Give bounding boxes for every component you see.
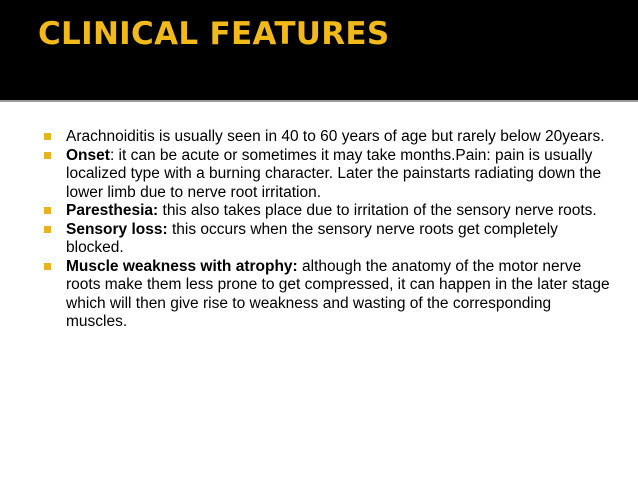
bullet-text: this also takes place due to irritation of the sensory nerve roots. bbox=[158, 202, 597, 219]
bullet-item-paresthesia bbox=[44, 202, 614, 221]
square-bullet-icon bbox=[44, 226, 51, 233]
square-bullet-icon bbox=[44, 152, 51, 159]
bullet-heading: Sensory loss: bbox=[66, 220, 168, 238]
title-divider bbox=[0, 100, 638, 102]
title-band bbox=[0, 0, 638, 100]
bullet-text: this occurs when the sensory nerve roots get completely blocked. bbox=[66, 220, 558, 256]
bullet-text: although the anatomy of the motor nerve roots make them less prone to get compressed, it can happen in the later stage which will then give rise to weakness and wasting of the corresponding muscles. bbox=[66, 257, 610, 330]
bullet-heading: Onset bbox=[66, 146, 110, 164]
square-bullet-icon bbox=[44, 133, 51, 140]
bullet-heading: Paresthesia: bbox=[66, 202, 159, 219]
bullet-item-onset bbox=[44, 147, 614, 203]
bullet-heading: Muscle weakness with atrophy: bbox=[66, 257, 298, 275]
bullet-text: : it can be acute or sometimes it may take months.Pain: pain is usually localized type with a burning character. Later the painstarts radiating down the lower limb due to nerve root irritation. bbox=[66, 146, 602, 201]
bullet-item-sensory-loss bbox=[44, 221, 614, 258]
bullet-item-age bbox=[44, 128, 614, 147]
bullet-text: Arachnoiditis is usually seen in 40 to 60 years of age but rarely below 20years. bbox=[66, 128, 605, 145]
square-bullet-icon bbox=[44, 207, 51, 214]
slide-title: CLINICAL FEATURES bbox=[38, 16, 390, 52]
bullet-list bbox=[44, 128, 614, 332]
bullet-item-muscle-weakness bbox=[44, 258, 614, 332]
square-bullet-icon bbox=[44, 263, 51, 270]
